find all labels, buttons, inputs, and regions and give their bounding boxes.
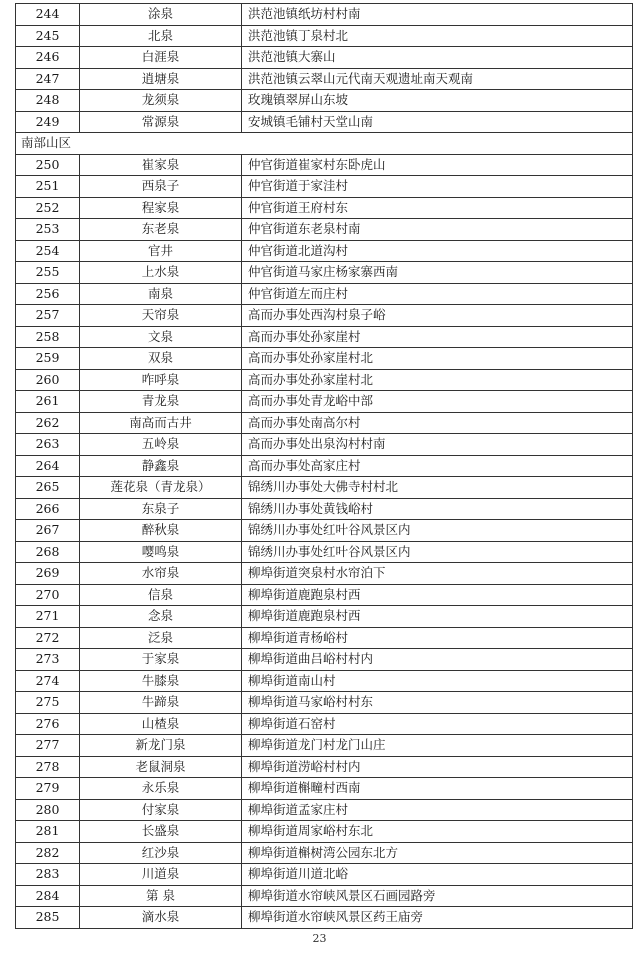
row-number: 269 (16, 563, 80, 585)
table-row (16, 778, 633, 800)
table-row (16, 735, 633, 757)
spring-name: 念泉 (80, 606, 242, 628)
table-row (16, 68, 633, 90)
spring-name: 双泉 (80, 348, 242, 370)
spring-location: 洪范池镇丁泉村北 (242, 25, 633, 47)
table-row (16, 111, 633, 133)
spring-location: 柳埠街道槲疃村西南 (242, 778, 633, 800)
table-row (16, 498, 633, 520)
spring-location: 柳埠街道龙门村龙门山庄 (242, 735, 633, 757)
row-number: 261 (16, 391, 80, 413)
spring-location: 柳埠街道鹿跑泉村西 (242, 584, 633, 606)
spring-name: 文泉 (80, 326, 242, 348)
table-row (16, 455, 633, 477)
table-row (16, 627, 633, 649)
spring-name: 川道泉 (80, 864, 242, 886)
spring-location: 柳埠街道突泉村水帘泊下 (242, 563, 633, 585)
row-number: 244 (16, 4, 80, 26)
row-number: 250 (16, 154, 80, 176)
table-row (16, 584, 633, 606)
row-number: 273 (16, 649, 80, 671)
spring-location: 锦绣川办事处黄钱峪村 (242, 498, 633, 520)
spring-name: 老鼠洞泉 (80, 756, 242, 778)
table-row (16, 326, 633, 348)
row-number: 262 (16, 412, 80, 434)
spring-name: 北泉 (80, 25, 242, 47)
row-number: 256 (16, 283, 80, 305)
row-number: 277 (16, 735, 80, 757)
spring-name: 信泉 (80, 584, 242, 606)
table-row (16, 90, 633, 112)
spring-name: 东老泉 (80, 219, 242, 241)
spring-name: 牛蹄泉 (80, 692, 242, 714)
spring-name: 醉秋泉 (80, 520, 242, 542)
spring-name: 长盛泉 (80, 821, 242, 843)
spring-name: 付家泉 (80, 799, 242, 821)
spring-location: 洪范池镇纸坊村村南 (242, 4, 633, 26)
spring-location: 柳埠街道川道北峪 (242, 864, 633, 886)
spring-location: 柳埠街道石窑村 (242, 713, 633, 735)
row-number: 254 (16, 240, 80, 262)
table-row (16, 713, 633, 735)
table-row (16, 907, 633, 929)
section-header (16, 133, 633, 155)
table-row (16, 25, 633, 47)
spring-location: 洪范池镇云翠山元代南天观遗址南天观南 (242, 68, 633, 90)
spring-name: 牛膝泉 (80, 670, 242, 692)
row-number: 276 (16, 713, 80, 735)
spring-name: 泛泉 (80, 627, 242, 649)
table-row (16, 799, 633, 821)
spring-name: 西泉子 (80, 176, 242, 198)
row-number: 247 (16, 68, 80, 90)
row-number: 263 (16, 434, 80, 456)
table-row (16, 305, 633, 327)
row-number: 272 (16, 627, 80, 649)
table-row (16, 240, 633, 262)
row-number: 264 (16, 455, 80, 477)
table-row (16, 692, 633, 714)
row-number: 281 (16, 821, 80, 843)
spring-location: 柳埠街道涝峪村村内 (242, 756, 633, 778)
spring-name: 南高而古井 (80, 412, 242, 434)
table-row (16, 176, 633, 198)
spring-name: 嘤鸣泉 (80, 541, 242, 563)
spring-name: 南泉 (80, 283, 242, 305)
row-number: 259 (16, 348, 80, 370)
spring-name: 逍塘泉 (80, 68, 242, 90)
spring-location: 仲官街道北道沟村 (242, 240, 633, 262)
spring-name: 莲花泉（青龙泉） (80, 477, 242, 499)
spring-location: 柳埠街道槲树湾公园东北方 (242, 842, 633, 864)
row-number: 282 (16, 842, 80, 864)
table-row (16, 649, 633, 671)
spring-location: 高而办事处出泉沟村村南 (242, 434, 633, 456)
spring-name: 五岭泉 (80, 434, 242, 456)
row-number: 278 (16, 756, 80, 778)
table-row (16, 391, 633, 413)
spring-name: 常源泉 (80, 111, 242, 133)
section-row (16, 133, 633, 155)
spring-location: 柳埠街道南山村 (242, 670, 633, 692)
row-number: 266 (16, 498, 80, 520)
table-row (16, 477, 633, 499)
table-row (16, 821, 633, 843)
spring-location: 柳埠街道孟家庄村 (242, 799, 633, 821)
table-row (16, 756, 633, 778)
spring-location: 高而办事处孙家崖村 (242, 326, 633, 348)
spring-location: 仲官街道王府村东 (242, 197, 633, 219)
spring-name: 永乐泉 (80, 778, 242, 800)
row-number: 267 (16, 520, 80, 542)
row-number: 251 (16, 176, 80, 198)
table-row (16, 885, 633, 907)
spring-name: 咋呼泉 (80, 369, 242, 391)
row-number: 268 (16, 541, 80, 563)
spring-name: 东泉子 (80, 498, 242, 520)
section-label: 南部山区 (16, 133, 633, 155)
spring-name: 于家泉 (80, 649, 242, 671)
row-number: 279 (16, 778, 80, 800)
spring-location: 高而办事处孙家崖村北 (242, 348, 633, 370)
row-number: 283 (16, 864, 80, 886)
spring-name: 天帘泉 (80, 305, 242, 327)
spring-location: 高而办事处青龙峪中部 (242, 391, 633, 413)
spring-location: 高而办事处孙家崖村北 (242, 369, 633, 391)
row-number: 271 (16, 606, 80, 628)
spring-location: 锦绣川办事处红叶谷风景区内 (242, 541, 633, 563)
table-row (16, 154, 633, 176)
row-number: 270 (16, 584, 80, 606)
spring-name: 山楂泉 (80, 713, 242, 735)
spring-location: 柳埠街道马家峪村村东 (242, 692, 633, 714)
table-row (16, 670, 633, 692)
spring-name: 涂泉 (80, 4, 242, 26)
spring-location: 洪范池镇大寨山 (242, 47, 633, 69)
table-row (16, 262, 633, 284)
spring-location: 柳埠街道青杨峪村 (242, 627, 633, 649)
row-number: 246 (16, 47, 80, 69)
table-row (16, 541, 633, 563)
row-number: 252 (16, 197, 80, 219)
table-body-lower (16, 154, 633, 928)
spring-location: 柳埠街道周家峪村东北 (242, 821, 633, 843)
row-number: 248 (16, 90, 80, 112)
row-number: 258 (16, 326, 80, 348)
springs-table (15, 3, 633, 929)
row-number: 260 (16, 369, 80, 391)
spring-name: 龙须泉 (80, 90, 242, 112)
spring-location: 仲官街道左而庄村 (242, 283, 633, 305)
spring-location: 锦绣川办事处红叶谷风景区内 (242, 520, 633, 542)
spring-location: 柳埠街道水帘峡风景区石画园路旁 (242, 885, 633, 907)
spring-location: 仲官街道于家洼村 (242, 176, 633, 198)
page-number: 23 (312, 932, 327, 945)
spring-location: 仲官街道东老泉村南 (242, 219, 633, 241)
table-row (16, 197, 633, 219)
table-row (16, 369, 633, 391)
spring-name: 程家泉 (80, 197, 242, 219)
row-number: 285 (16, 907, 80, 929)
table-row (16, 434, 633, 456)
row-number: 274 (16, 670, 80, 692)
table-row (16, 520, 633, 542)
table-row (16, 606, 633, 628)
row-number: 245 (16, 25, 80, 47)
table-row (16, 283, 633, 305)
spring-name: 滴水泉 (80, 907, 242, 929)
table-row (16, 412, 633, 434)
row-number: 284 (16, 885, 80, 907)
spring-location: 仲官街道马家庄杨家寨西南 (242, 262, 633, 284)
spring-name: 上水泉 (80, 262, 242, 284)
spring-name: 青龙泉 (80, 391, 242, 413)
spring-location: 柳埠街道水帘峡风景区药王庙旁 (242, 907, 633, 929)
row-number: 265 (16, 477, 80, 499)
row-number: 249 (16, 111, 80, 133)
spring-name: 官井 (80, 240, 242, 262)
spring-location: 高而办事处西沟村泉子峪 (242, 305, 633, 327)
table-row (16, 563, 633, 585)
spring-location: 柳埠街道鹿跑泉村西 (242, 606, 633, 628)
spring-name: 静鑫泉 (80, 455, 242, 477)
table-row (16, 842, 633, 864)
spring-location: 玫瑰镇翠屏山东坡 (242, 90, 633, 112)
table-row (16, 348, 633, 370)
table-row (16, 47, 633, 69)
spring-location: 柳埠街道曲吕峪村村内 (242, 649, 633, 671)
spring-name: 新龙门泉 (80, 735, 242, 757)
spring-name: 崔家泉 (80, 154, 242, 176)
table-row (16, 4, 633, 26)
spring-location: 锦绣川办事处大佛寺村村北 (242, 477, 633, 499)
spring-name: 第 泉 (80, 885, 242, 907)
spring-name: 水帘泉 (80, 563, 242, 585)
row-number: 275 (16, 692, 80, 714)
row-number: 253 (16, 219, 80, 241)
row-number: 257 (16, 305, 80, 327)
table-row (16, 219, 633, 241)
spring-location: 高而办事处高家庄村 (242, 455, 633, 477)
spring-name: 白涯泉 (80, 47, 242, 69)
table-body-upper (16, 4, 633, 133)
spring-location: 仲官街道崔家村东卧虎山 (242, 154, 633, 176)
row-number: 255 (16, 262, 80, 284)
row-number: 280 (16, 799, 80, 821)
spring-location: 安城镇毛铺村天堂山南 (242, 111, 633, 133)
spring-name: 红沙泉 (80, 842, 242, 864)
spring-location: 高而办事处南高尔村 (242, 412, 633, 434)
table-row (16, 864, 633, 886)
